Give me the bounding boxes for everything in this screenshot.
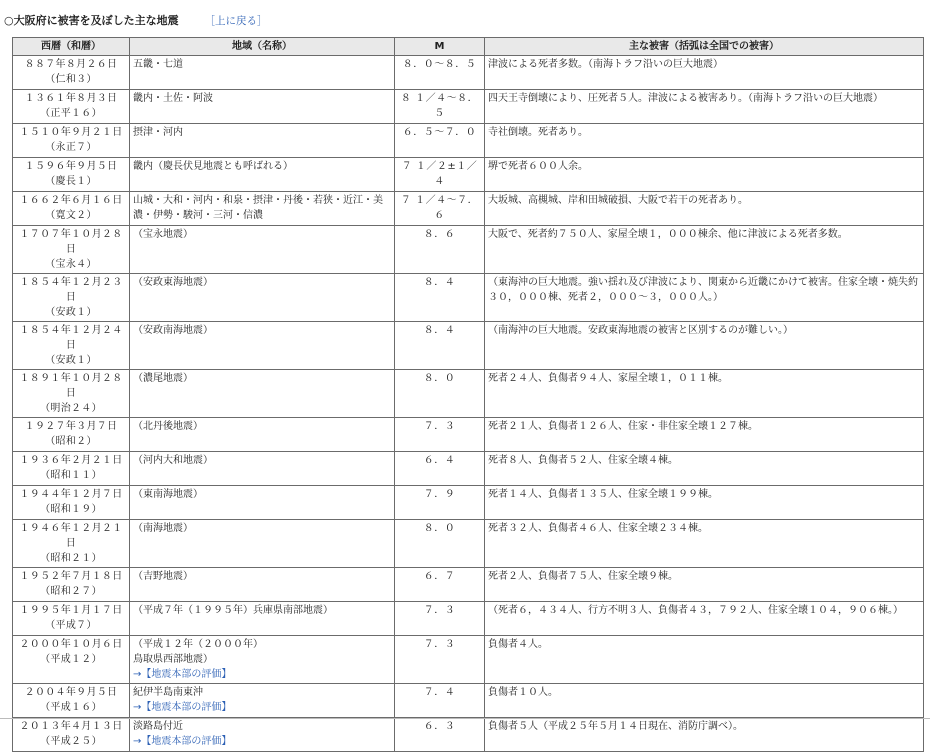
damage-cell: 大坂城、高槻城、岸和田城破損、大阪で若干の死者あり。: [485, 192, 924, 226]
western-date: １９３６年２月２１日: [19, 455, 123, 466]
table-row: [13, 602, 924, 636]
magnitude-cell: ６．３: [395, 718, 485, 752]
region-name: （宝永地震）: [133, 229, 193, 240]
damage-cell: 堺で死者６００人余。: [485, 158, 924, 192]
date-cell: [13, 322, 130, 370]
region-name: （東南海地震）: [133, 489, 203, 500]
magnitude-cell: ７．３: [395, 636, 485, 684]
date-cell: [13, 370, 130, 418]
region-name: 畿内（慶長伏見地震とも呼ばれる）: [133, 161, 293, 172]
date-cell: [13, 56, 130, 90]
region-cell: [130, 486, 395, 520]
damage-cell: 四天王寺倒壊により、圧死者５人。津波による被害あり。（南海トラフ沿いの巨大地震）: [485, 90, 924, 124]
date-cell: [13, 192, 130, 226]
region-cell: [130, 370, 395, 418]
western-date: １９９５年１月１７日: [19, 605, 123, 616]
date-cell: [13, 520, 130, 568]
date-cell: [13, 226, 130, 274]
table-header-row: [13, 38, 924, 56]
date-cell: [13, 486, 130, 520]
western-date: ２００４年９月５日: [24, 687, 118, 698]
region-cell: [130, 718, 395, 752]
magnitude-cell: ７．３: [395, 602, 485, 636]
western-date: １８９１年１０月２８日: [19, 373, 123, 399]
damage-cell: （南海沖の巨大地震。安政東海地震の被害と区別するのが難しい。）: [485, 322, 924, 370]
region-cell: [130, 226, 395, 274]
damage-cell: （死者６，４３４人、行方不明３人、負傷者４３，７９２人、住家全壊１０４，９０６棟。）: [485, 602, 924, 636]
damage-cell: 寺社倒壊。死者あり。: [485, 124, 924, 158]
japanese-era: （永正７）: [45, 142, 97, 153]
japanese-era: （安政１）: [45, 307, 97, 318]
table-row: [13, 192, 924, 226]
region-name: 淡路島付近: [133, 721, 183, 732]
western-date: １９４４年１２月７日: [19, 489, 123, 500]
date-cell: [13, 718, 130, 752]
earthquake-table: [12, 37, 924, 752]
region-name: （北丹後地震）: [133, 421, 203, 432]
table-row: [13, 56, 924, 90]
japanese-era: （平成１２）: [40, 654, 102, 665]
region-name: 五畿・七道: [133, 59, 183, 70]
header-region: 地域（名称）: [130, 38, 395, 56]
region-cell: [130, 322, 395, 370]
japanese-era: （平成７）: [45, 620, 97, 631]
date-cell: [13, 452, 130, 486]
date-cell: [13, 602, 130, 636]
region-name: 山城・大和・河内・和泉・摂津・丹後・若狭・近江・美濃・伊勢・駿河・三河・信濃: [133, 195, 383, 221]
magnitude-cell: ７ １／４～７．６: [395, 192, 485, 226]
table-row: [13, 226, 924, 274]
western-date: １５９６年９月５日: [24, 161, 118, 172]
japanese-era: （慶長１）: [45, 176, 97, 187]
japanese-era: （宝永４）: [45, 259, 97, 270]
table-row: [13, 124, 924, 158]
magnitude-cell: ７．３: [395, 418, 485, 452]
damage-cell: 負傷者４人。: [485, 636, 924, 684]
damage-cell: 津波による死者多数。（南海トラフ沿いの巨大地震）: [485, 56, 924, 90]
western-date: １５１０年９月２１日: [19, 127, 123, 138]
damage-cell: 大阪で、死者約７５０人、家屋全壊１，０００棟余、他に津波による死者多数。: [485, 226, 924, 274]
region-cell: [130, 452, 395, 486]
page-title: 大阪府に被害を及ぼした主な地震: [13, 14, 179, 27]
region-cell: [130, 192, 395, 226]
damage-cell: 負傷者１０人。: [485, 684, 924, 718]
western-date: １９２７年３月７日: [24, 421, 118, 432]
region-name-cont: 鳥取県西部地震）: [133, 654, 213, 665]
japanese-era: （昭和２７）: [40, 586, 102, 597]
date-cell: [13, 418, 130, 452]
damage-cell: 死者１４人、負傷者１３５人、住家全壊１９９棟。: [485, 486, 924, 520]
japanese-era: （平成１６）: [40, 702, 102, 713]
header-damage: 主な被害（括弧は全国での被害）: [485, 38, 924, 56]
bullet-circle-icon: ○: [4, 14, 14, 27]
table-row: [13, 718, 924, 752]
magnitude-cell: ８．６: [395, 226, 485, 274]
magnitude-cell: ８．０: [395, 520, 485, 568]
region-name: 畿内・土佐・阿波: [133, 93, 213, 104]
magnitude-cell: ７．４: [395, 684, 485, 718]
table-row: [13, 452, 924, 486]
region-name: （南海地震）: [133, 523, 193, 534]
region-cell: [130, 636, 395, 684]
western-date: １６６２年６月１６日: [19, 195, 123, 206]
table-row: [13, 520, 924, 568]
section-heading: [4, 12, 267, 28]
japanese-era: （仁和３）: [45, 74, 97, 85]
magnitude-cell: ６．７: [395, 568, 485, 602]
region-name: （安政東海地震）: [133, 277, 213, 288]
region-name: （吉野地震）: [133, 571, 193, 582]
japanese-era: （昭和２１）: [40, 553, 102, 564]
magnitude-cell: ８．４: [395, 274, 485, 322]
region-cell: [130, 56, 395, 90]
japanese-era: （昭和１１）: [40, 470, 102, 481]
region-cell: [130, 684, 395, 718]
damage-cell: 死者２４人、負傷者９４人、家屋全壊１，０１１棟。: [485, 370, 924, 418]
region-cell: [130, 124, 395, 158]
table-row: [13, 274, 924, 322]
page-bottom-divider: [0, 718, 930, 719]
japanese-era: （明治２４）: [40, 403, 102, 414]
region-cell: [130, 158, 395, 192]
date-cell: [13, 124, 130, 158]
region-name: （安政南海地震）: [133, 325, 213, 336]
damage-cell: 死者３２人、負傷者４６人、住家全壊２３４棟。: [485, 520, 924, 568]
magnitude-cell: ７ １／２±１／４: [395, 158, 485, 192]
western-date: １８５４年１２月２４日: [19, 325, 123, 351]
japanese-era: （寛文２）: [45, 210, 97, 221]
damage-cell: 死者８人、負傷者５２人、住家全壊４棟。: [485, 452, 924, 486]
magnitude-cell: ８ １／４～８．５: [395, 90, 485, 124]
region-name: （河内大和地震）: [133, 455, 213, 466]
damage-cell: 死者２１人、負傷者１２６人、住家・非住家全壊１２７棟。: [485, 418, 924, 452]
region-name: （平成１２年（２０００年）: [133, 639, 263, 650]
western-date: １７０７年１０月２８日: [19, 229, 123, 255]
region-cell: [130, 418, 395, 452]
damage-cell: （東海沖の巨大地震。強い揺れ及び津波により、関東から近畿にかけて被害。住家全壊・焼失約３０，０００棟、死者２，０００～３，０００人。）: [485, 274, 924, 322]
table-row: [13, 486, 924, 520]
region-cell: [130, 520, 395, 568]
table-row: [13, 684, 924, 718]
date-cell: [13, 636, 130, 684]
region-name: （濃尾地震）: [133, 373, 193, 384]
japanese-era: （昭和２）: [45, 436, 97, 447]
table-row: [13, 418, 924, 452]
table-row: [13, 90, 924, 124]
date-cell: [13, 568, 130, 602]
western-date: １９４６年１２月２１日: [19, 523, 123, 549]
japanese-era: （安政１）: [45, 355, 97, 366]
date-cell: [13, 158, 130, 192]
region-name: 摂津・河内: [133, 127, 183, 138]
japanese-era: （昭和１９）: [40, 504, 102, 515]
date-cell: [13, 274, 130, 322]
western-date: ８８７年８月２６日: [24, 59, 118, 70]
western-date: ２０１３年４月１３日: [19, 721, 123, 732]
magnitude-cell: ８．４: [395, 322, 485, 370]
region-cell: [130, 568, 395, 602]
japanese-era: （正平１６）: [40, 108, 102, 119]
damage-cell: 負傷者５人（平成２５年５月１４日現在、消防庁調べ）。: [485, 718, 924, 752]
region-cell: [130, 602, 395, 636]
table-row: [13, 636, 924, 684]
region-name: 紀伊半島南東沖: [133, 687, 203, 698]
japanese-era: （平成２５）: [40, 736, 102, 747]
western-date: １９５２年７月１８日: [19, 571, 123, 582]
evaluation-link[interactable]: →【地震本部の評価】: [133, 669, 232, 680]
damage-cell: 死者２人、負傷者７５人、住家全壊９棟。: [485, 568, 924, 602]
table-row: [13, 322, 924, 370]
table-row: [13, 370, 924, 418]
region-cell: [130, 90, 395, 124]
header-magnitude: M: [395, 38, 485, 56]
region-cell: [130, 274, 395, 322]
region-name: （平成７年（１９９５年）兵庫県南部地震）: [133, 605, 333, 616]
evaluation-link[interactable]: →【地震本部の評価】: [133, 702, 232, 713]
magnitude-cell: ８．０: [395, 370, 485, 418]
table-row: [13, 568, 924, 602]
table-row: [13, 158, 924, 192]
magnitude-cell: ８．０～８．５: [395, 56, 485, 90]
back-to-top-link[interactable]: ［上に戻る］: [204, 15, 268, 27]
western-date: １８５４年１２月２３日: [19, 277, 123, 303]
magnitude-cell: ７．９: [395, 486, 485, 520]
magnitude-cell: ６．５～７．０: [395, 124, 485, 158]
western-date: １３６１年８月３日: [24, 93, 118, 104]
magnitude-cell: ６．４: [395, 452, 485, 486]
header-date: 西暦（和暦）: [13, 38, 130, 56]
western-date: ２０００年１０月６日: [19, 639, 123, 650]
evaluation-link[interactable]: →【地震本部の評価】: [133, 736, 232, 747]
date-cell: [13, 684, 130, 718]
date-cell: [13, 90, 130, 124]
